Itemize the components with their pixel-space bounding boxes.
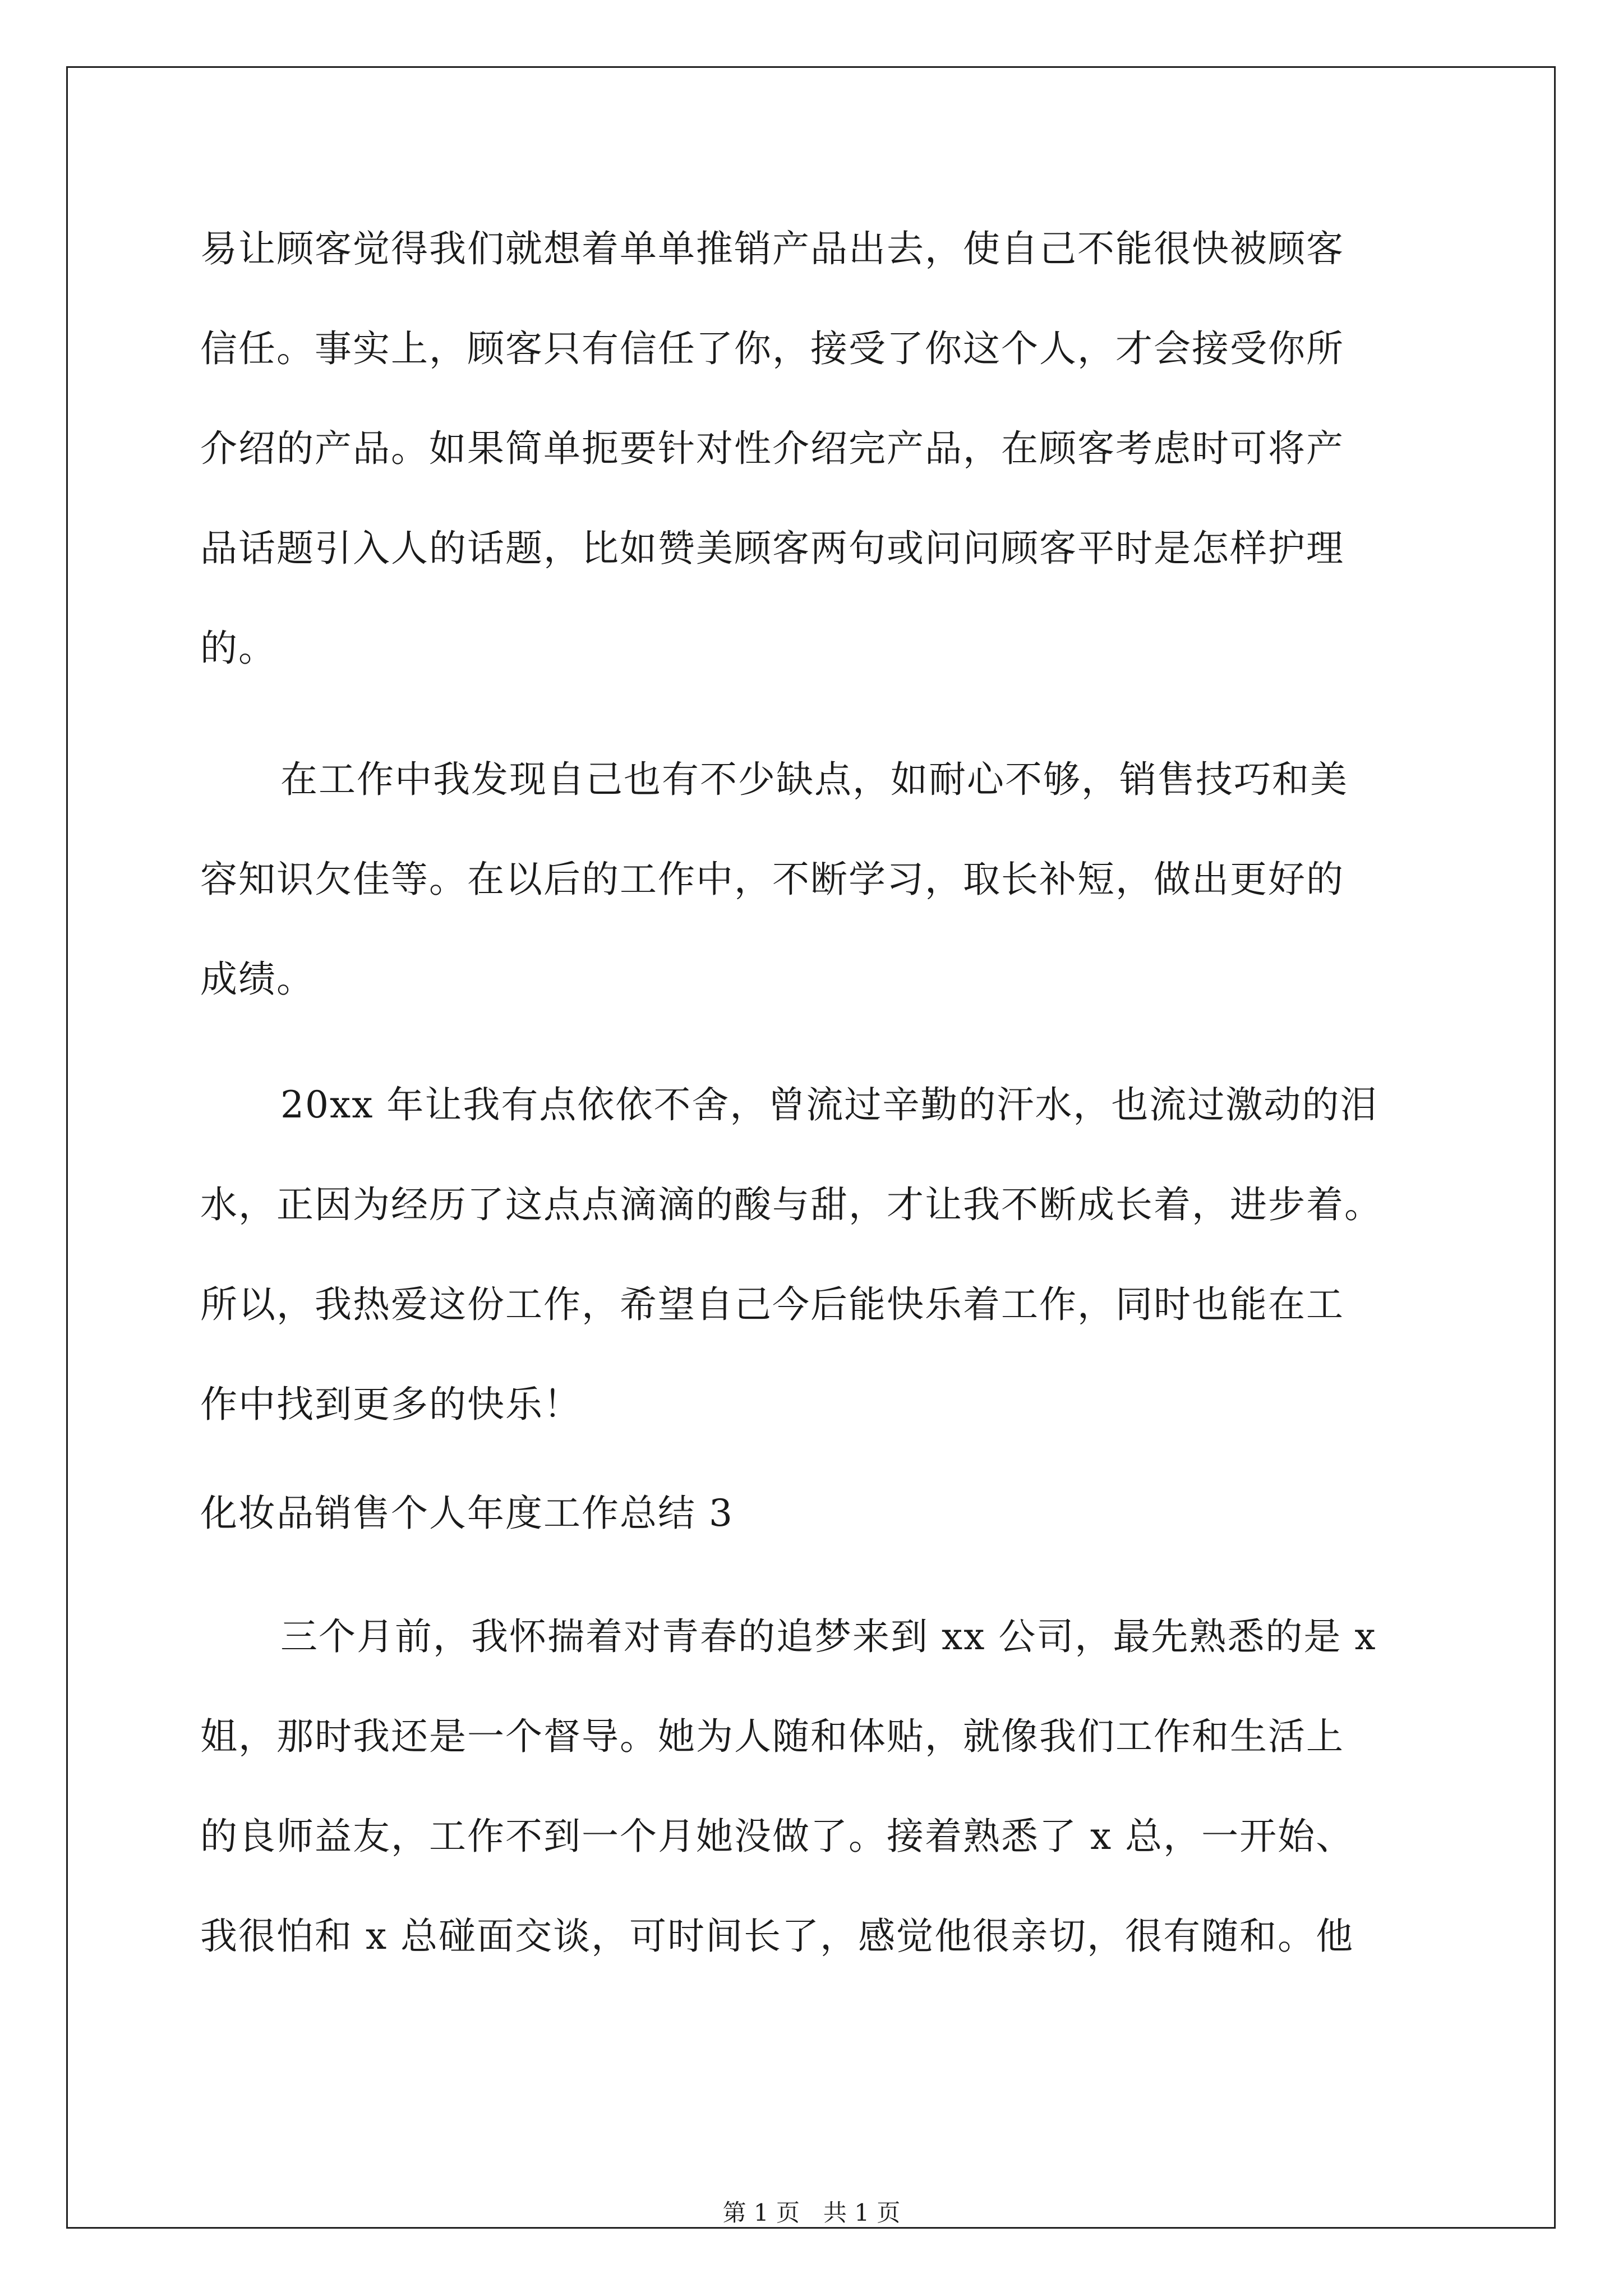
body-text-line: 所以，我热爱这份工作，希望自己今后能快乐着工作，同时也能在工 bbox=[200, 1283, 1344, 1326]
body-text-line: 我很怕和 x 总碰面交谈，可时间长了，感觉他很亲切，很有随和。他 bbox=[200, 1915, 1354, 1958]
page-number-footer: 第 1 页 共 1 页 bbox=[722, 2199, 901, 2226]
paragraph-first-line: 20xx 年让我有点依依不舍，曾流过辛勤的汗水，也流过激动的泪 bbox=[280, 1083, 1378, 1126]
body-text-line: 的良师益友，工作不到一个月她没做了。接着熟悉了 x 总，一开始、 bbox=[200, 1815, 1354, 1858]
page-border bbox=[66, 66, 1556, 2229]
body-text-line: 容知识欠佳等。在以后的工作中，不断学习，取长补短，做出更好的 bbox=[200, 858, 1344, 901]
body-text-line: 成绩。 bbox=[200, 958, 315, 1001]
body-text-line: 的。 bbox=[200, 627, 276, 670]
body-text-line: 易让顾客觉得我们就想着单单推销产品出去，使自己不能很快被顾客 bbox=[200, 227, 1344, 270]
body-text-line: 信任。事实上，顾客只有信任了你，接受了你这个人，才会接受你所 bbox=[200, 327, 1344, 370]
paragraph-first-line: 在工作中我发现自己也有不少缺点，如耐心不够，销售技巧和美 bbox=[280, 758, 1348, 801]
body-text-line: 品话题引入人的话题，比如赞美顾客两句或问问顾客平时是怎样护理 bbox=[200, 527, 1344, 570]
section-heading: 化妆品销售个人年度工作总结 3 bbox=[200, 1492, 734, 1535]
body-text-line: 姐，那时我还是一个督导。她为人随和体贴，就像我们工作和生活上 bbox=[200, 1715, 1344, 1758]
body-text-line: 水，正因为经历了这点点滴滴的酸与甜，才让我不断成长着，进步着。 bbox=[200, 1183, 1382, 1226]
paragraph-first-line: 三个月前，我怀揣着对青春的追梦来到 xx 公司，最先熟悉的是 x bbox=[280, 1615, 1377, 1658]
body-text-line: 作中找到更多的快乐！ bbox=[200, 1383, 582, 1426]
body-text-line: 介绍的产品。如果简单扼要针对性介绍完产品，在顾客考虑时可将产 bbox=[200, 427, 1344, 470]
